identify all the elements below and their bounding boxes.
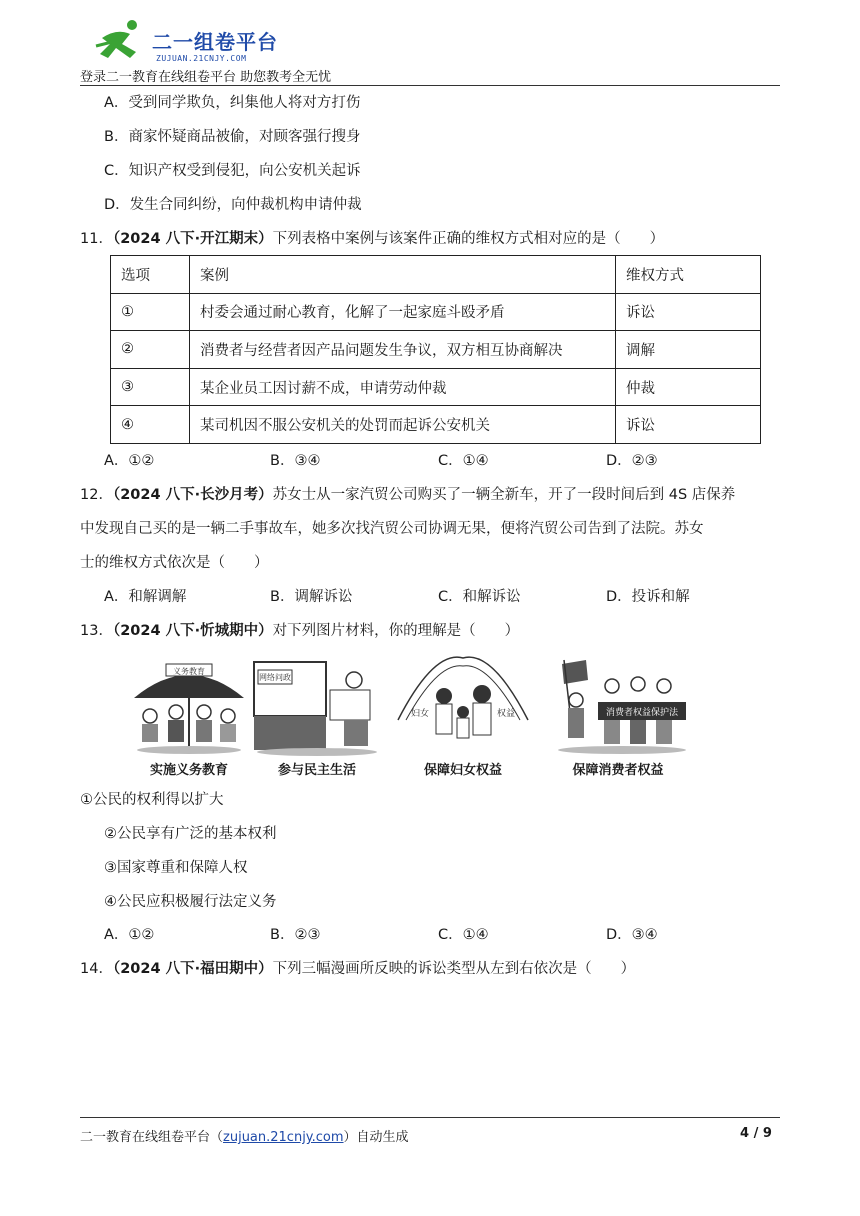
pic3-inner-right: 权益 (496, 709, 516, 719)
table-cell: ④ (111, 406, 190, 444)
table-cell: 仲裁 (616, 368, 761, 406)
page-header (80, 18, 780, 88)
table-cell: 诉讼 (616, 293, 761, 331)
q12-option-a: A．和解调解 (104, 589, 187, 605)
q11-number: 11． (80, 231, 113, 247)
q11-option-d: D．②③ (606, 453, 658, 469)
online-politics-icon (248, 650, 386, 760)
runner-logo-icon (92, 18, 152, 62)
table-header-row (111, 256, 761, 294)
q12-stem-line2: 中发现自己买的是一辆二手事故车，她多次找汽贸公司协调无果，便将汽贸公司告到了法院。苏女 (80, 521, 704, 537)
table-cell: 诉讼 (616, 406, 761, 444)
table-cell: 某司机因不服公安机关的处罚而起诉公安机关 (190, 406, 616, 444)
table-cell: ② (111, 331, 190, 369)
header-tagline: 登录二一教育在线组卷平台 助您教考全无忧 (80, 70, 332, 85)
q10-option-a: A．受到同学欺负，纠集他人将对方打伤 (104, 95, 361, 111)
q10-option-d: D．发生合同纠纷，向仲裁机构申请仲裁 (104, 197, 362, 213)
q11-option-c: C．①④ (438, 453, 489, 469)
q13-option-b: B．②③ (270, 927, 321, 943)
q11-option-a: A．①② (104, 453, 155, 469)
table-cell: ③ (111, 368, 190, 406)
table-cell: 调解 (616, 331, 761, 369)
q14-number: 14． (80, 961, 113, 977)
footer-prefix: 二一教育在线组卷平台（ (80, 1130, 224, 1145)
table-cell: 某企业员工因讨薪不成，申请劳动仲裁 (190, 368, 616, 406)
picture-compulsory-education (120, 650, 258, 780)
q10-option-c: C．知识产权受到侵犯，向公安机关起诉 (104, 163, 361, 179)
table-header-option: 选项 (111, 256, 190, 294)
q11-question: 下列表格中案例与该案件正确的维权方式相对应的是（ ） (272, 231, 665, 247)
q13-statement-1: ①公民的权利得以扩大 (80, 792, 224, 808)
pic3-inner-left: 妇女 (410, 709, 430, 719)
pic1-inner-label: 义务教育 (173, 667, 205, 676)
page-number: 4 / 9 (740, 1126, 772, 1141)
picture-women-rights (394, 650, 532, 780)
q12-option-b: B．调解诉讼 (270, 589, 353, 605)
picture-consumer-rights (542, 650, 694, 780)
q13-option-d: D．③④ (606, 927, 658, 943)
q13-option-a: A．①② (104, 927, 155, 943)
header-divider (80, 85, 780, 86)
platform-logo (92, 18, 292, 68)
logo-subtext: ZUJUAN.21CNJY.COM (156, 54, 247, 63)
page-footer (80, 1126, 409, 1145)
q12-stem-line1 (80, 485, 735, 505)
picture-democratic-life (248, 650, 386, 780)
q11-source: （2024 八下·开江期末） (112, 231, 273, 247)
logo-text: 二一组卷平台 (152, 30, 278, 54)
table-cell: 村委会通过耐心教育，化解了一起家庭斗殴矛盾 (190, 293, 616, 331)
q13-statement-3: ③国家尊重和保障人权 (104, 860, 248, 876)
q14-stem (80, 959, 635, 979)
table-header-method: 维权方式 (616, 256, 761, 294)
table-row (111, 368, 761, 406)
q14-question: 下列三幅漫画所反映的诉讼类型从左到右依次是（ ） (272, 961, 636, 977)
umbrella-children-icon (120, 650, 258, 760)
q13-statement-4: ④公民应积极履行法定义务 (104, 894, 277, 910)
q12-number: 12． (80, 487, 113, 503)
q13-stem (80, 621, 519, 641)
q13-number: 13． (80, 623, 113, 639)
q13-source: （2024 八下·忻城期中） (112, 623, 273, 639)
consumer-law-icon (542, 650, 694, 760)
table-cell: ① (111, 293, 190, 331)
q12-stem-text1: 苏女士从一家汽贸公司购买了一辆全新车，开了一段时间后到 4S 店保养 (272, 487, 736, 503)
pic4-caption: 保障消费者权益 (572, 763, 664, 778)
q13-picture-strip (120, 650, 700, 780)
footer-site-link[interactable]: zujuan.21cnjy.com (223, 1130, 344, 1145)
q12-source: （2024 八下·长沙月考） (112, 487, 273, 503)
q13-option-c: C．①④ (438, 927, 489, 943)
table-row (111, 331, 761, 369)
pic1-caption: 实施义务教育 (149, 763, 228, 778)
q12-stem-line3: 士的维权方式依次是（ ） (80, 555, 269, 571)
q14-source: （2024 八下·福田期中） (112, 961, 273, 977)
family-hands-icon (394, 650, 532, 760)
table-row (111, 406, 761, 444)
q12-option-d: D．投诉和解 (606, 589, 690, 605)
pic3-caption: 保障妇女权益 (423, 763, 502, 778)
table-row (111, 293, 761, 331)
q11-option-b: B．③④ (270, 453, 321, 469)
pic2-inner-label: 网络问政 (259, 673, 291, 682)
q13-question: 对下列图片材料，你的理解是（ ） (272, 623, 520, 639)
table-header-case: 案例 (190, 256, 616, 294)
q11-case-table (110, 255, 761, 444)
q12-option-c: C．和解诉讼 (438, 589, 521, 605)
footer-suffix: ）自动生成 (343, 1130, 409, 1145)
footer-divider (80, 1117, 780, 1118)
pic2-caption: 参与民主生活 (277, 763, 356, 778)
q13-statement-2: ②公民享有广泛的基本权利 (104, 826, 277, 842)
table-cell: 消费者与经营者因产品问题发生争议，双方相互协商解决 (190, 331, 616, 369)
q11-stem (80, 229, 664, 249)
q10-option-b: B．商家怀疑商品被偷，对顾客强行搜身 (104, 129, 361, 145)
pic4-inner-label: 消费者权益保护法 (605, 708, 679, 718)
